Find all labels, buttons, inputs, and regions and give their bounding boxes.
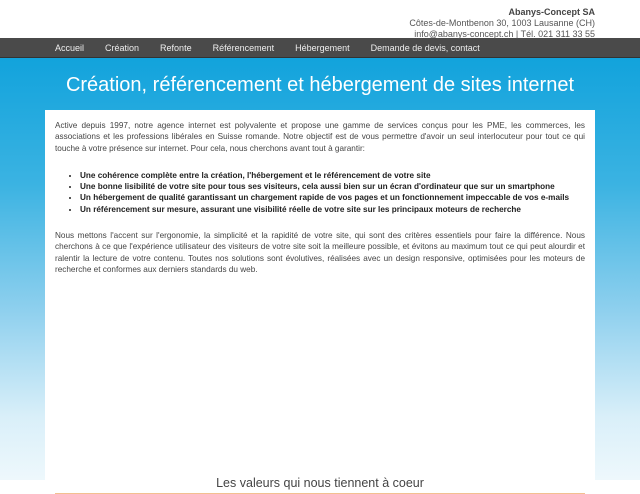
site-header [0,0,640,38]
guarantee-list [80,170,585,215]
list-item: • Un référencement sur mesure, assurant une visibilité réelle de votre site sur les principaux moteurs de recherche [80,204,585,215]
hero-section [0,58,640,490]
nav-refonte[interactable]: Refonte [160,42,192,53]
intro-paragraph: Active depuis 1997, notre agence internet est polyvalente et propose une gamme de services conçus pour les PME, les commerces, les associations et les professions libérales en Suisse romande. Notre objectif est de vous permettre d'avoir un seul interlocuteur pour tout ce qui touche à votre présence sur internet. Pour cela, nous cherchons avant tout à garantir: [55,121,585,153]
page-title: Création, référencement et hébergement de sites internet [65,74,575,96]
values-heading: Les valeurs qui nous tiennent à coeur [55,478,585,494]
company-contact[interactable]: info@abanys-concept.ch | Tél. 021 311 33 55 [414,29,595,39]
list-item: • Un hébergement de qualité garantissant un chargement rapide de vos pages et un fonctionnement impeccable de vos e-mails [80,192,585,203]
second-paragraph: Nous mettons l'accent sur l'ergonomie, la simplicité et la rapidité de votre site, qui sont des critères essentiels pour faire la différence. Nous cherchons à ce que l'expérience utilisateur des visiteurs de votre site soit la meilleure possible, et évitons au maximum tout ce qui peut alourdir et ralentir la lecture de votre contenu. Toutes nos solutions sont évolutives, réalisées avec un design responsive, optimisées pour les moteurs de recherche et conformes aux derniers standards du web. [55,231,585,274]
company-name: Abanys-Concept SA [508,7,595,17]
content-box [45,110,595,490]
main-nav [0,38,640,58]
nav-accueil[interactable]: Accueil [55,42,85,53]
list-item: • Une bonne lisibilité de votre site pour tous ses visiteurs, cela aussi bien sur un écran d'ordinateur que sur un smartphone [80,181,585,192]
company-address: Côtes-de-Montbenon 30, 1003 Lausanne (CH) [409,18,595,28]
nav-referencement[interactable]: Référencement [212,42,275,53]
nav-creation[interactable]: Création [105,42,140,53]
nav-contact[interactable]: Demande de devis, contact [370,42,480,53]
nav-hebergement[interactable]: Hébergement [295,42,350,53]
list-item: • Une cohérence complète entre la création, l'hébergement et le référencement de votre site [80,170,585,181]
